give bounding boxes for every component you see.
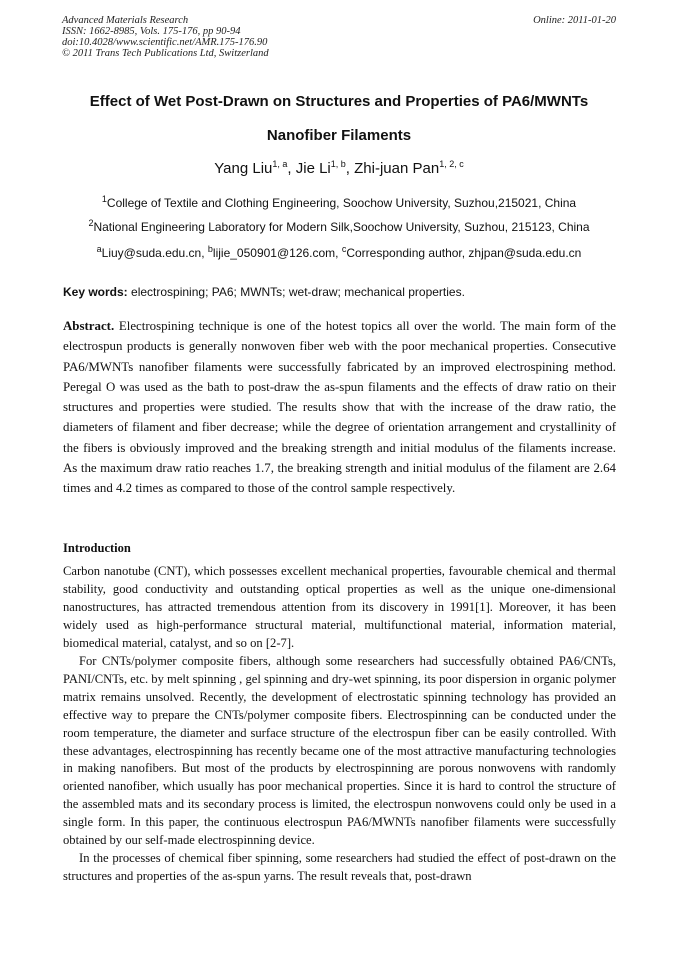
keywords-label: Key words: [63, 285, 128, 299]
paper-title-line-2: Nanofiber Filaments [266, 127, 412, 144]
author-name: Jie Li [295, 160, 331, 177]
author-sup: 1, 2, c [439, 159, 464, 169]
email-sup: b [207, 244, 213, 254]
issn-line: ISSN: 1662-8985, Vols. 175-176, pp 90-94 [62, 26, 241, 37]
email-text: lijie_050901@126.com, [212, 246, 342, 260]
paragraph: In the processes of chemical fiber spinning, some researchers had studied the effect of post-drawn on the structures and properties of the as-spun yarns. The result reveals that, post-drawn [63, 851, 616, 884]
online-date: Online: 2011-01-20 [533, 15, 616, 26]
journal-header [62, 15, 616, 59]
email-sup: c [341, 244, 347, 254]
email-sup: a [96, 244, 102, 254]
affiliation-text: College of Textile and Clothing Engineering, Soochow University, Suzhou,215021, China [106, 196, 577, 210]
affiliation-text: National Engineering Laboratory for Modern Silk,Soochow University, Suzhou, 215123, China [93, 220, 590, 234]
abstract-label: Abstract. [63, 319, 115, 333]
affiliation-2 [30, 220, 648, 234]
author-name: Yang Liu [214, 160, 273, 177]
keywords-text: electrospining; PA6; MWNTs; wet-draw; mechanical properties. [127, 285, 465, 299]
copyright-line: © 2011 Trans Tech Publications Ltd, Switzerland [62, 48, 269, 59]
journal-name: Advanced Materials Research [62, 15, 189, 26]
section-heading-introduction: Introduction [63, 541, 131, 555]
paragraph: Carbon nanotube (CNT), which possesses excellent mechanical properties, favourable chemical and thermal stability, good conductivity and outstanding optical properties as well as the unique one-dimensional nanostructures, has attracted tremendous attention from its discovery in 1991[1]. Moreover, it has been widely used as high-performance structural material, multifunctional material, information material, biomedical material, catalyst, and so on [2-7]. [63, 564, 616, 650]
email-text: Liuy@suda.edu.cn, [101, 246, 208, 260]
author-sup: 1, b [330, 159, 346, 169]
abstract-text: Electrospining technique is one of the hotest topics all over the world. The main form of the electrospun products is generally nonwoven fiber web with the poor mechanical properties. Consecutive PA6/MWNTs nanofiber filaments were successfully fabricated by an improved electrospining method. Peregal O was used as the bath to post-draw the as-spun filaments and the effects of draw ratio on their structures and properties were studied. The results show that with the increase of the draw ratio, the diameters of filament and fiber decrease; while the degree of orientation arrangement and crystallinity of the fibers is obviously improved and the breaking strength and initial modulus of the filaments increase. As the maximum draw ratio reaches 1.7, the breaking strength and initial modulus of the filament are 2.64 times and 4.2 times as compared to those of the control sample respectively. [63, 319, 616, 496]
keywords [63, 285, 616, 299]
paper-title-line-1: Effect of Wet Post-Drawn on Structures and Properties of PA6/MWNTs [89, 93, 589, 110]
affiliation-sup: 1 [101, 194, 107, 204]
affiliation-1 [30, 196, 648, 210]
doi-line: doi:10.4028/www.scientific.net/AMR.175-176.90 [62, 37, 268, 48]
affiliation-sup: 2 [88, 218, 94, 228]
author-sup: 1, a [272, 159, 288, 169]
author-name: Zhi-juan Pan [354, 160, 440, 177]
abstract [63, 316, 616, 499]
email-text: Corresponding author, zhjpan@suda.edu.cn [346, 246, 582, 260]
introduction-body [63, 563, 616, 886]
paragraph: For CNTs/polymer composite fibers, although some researchers had successfully obtained PA6/CNTs, PANI/CNTs, etc. by melt spinning , gel spinning and dry-wet spinning, its poor dispersion in organic polymer matrix remains unsolved. Recently, the development of electrostatic spinning technology has provided an effective way to prepare the CNTs/polymer composite fibers. Electrospinning can be conducted under the room temperature, the diameter and surface structure of the electrospun fiber can be easily controlled. With these advantages, electrospinning has recently became one of the most attractive manufacturing technologies in making nanofibers. But most of the products by electrospinning are porous nonwovens with randomly oriented nanofiber, which usually has poor mechanical properties. Since it is hard to control the structure of the assembled mats and its secondary process is limited, the electrospun nonwovens could only be used in a single form. In this paper, the continuous electrospun PA6/MWNTs nanofiber filaments were successfully obtained by our self-made electrospinning device. [63, 653, 616, 848]
author-emails [30, 246, 648, 260]
author-list: Yang Liu$^{1, a}$, Jie Li$^{1, b}$, Zhi-juan Pan$^{1, 2, c}$ [214, 159, 464, 177]
